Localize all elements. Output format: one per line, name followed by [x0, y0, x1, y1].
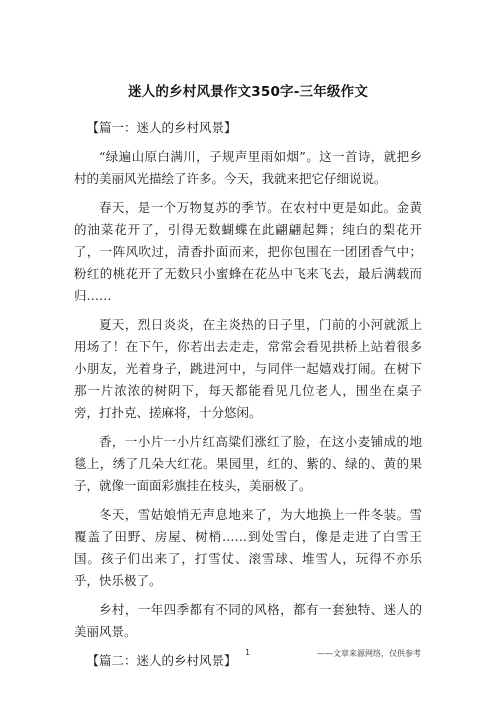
paragraph-intro: “绿遍山原白满川，子规声里雨如烟”。这一首诗，就把乡村的美丽风光描绘了许多。今天，我就来把它仔细说说。 — [74, 149, 422, 186]
paragraph-winter: 冬天，雪姑娘悄无声息地来了，为大地换上一件冬装。雪覆盖了田野、房屋、树梢……到处雪白，像是走进了白雪王国。孩子们出来了，打雪仗、滚雪球、堆雪人，玩得不亦乐乎，快乐极了。 — [74, 507, 422, 588]
paragraph-spring: 春天，是一个万物复苏的季节。在农村中更是如此。金黄的油菜花开了，引得无数蝴蝶在此翩翩起舞；纯白的梨花开了，一阵风吹过，清香扑面而来，把你包围在一团团香气中；粉红的桃花开了无数只小蜜蜂在花丛中飞来飞去，最后满载而归…… — [74, 200, 422, 303]
source-note: ——文章来源网络，仅供参考 — [317, 649, 421, 658]
section-heading-2: 【篇二：迷人的乡村风景】 — [86, 653, 237, 668]
paragraph-autumn: 香，一小片一小片红高粱们涨红了脸，在这小麦铺成的地毯上，绣了几朵大红花。果园里，红的、紫的、绿的、黄的果子，就像一面面彩旗挂在枝头，美丽极了。 — [74, 434, 422, 493]
document-body — [74, 117, 422, 679]
page-number: 1 — [245, 648, 251, 657]
paragraph-summer: 夏天，烈日炎炎，在主炎热的日子里，门前的小河就派上用场了！在下午，你若出去走走，常常会看见拱桥上站着很多小朋友，光着身子，跳进河中，与同伴一起嬉戏打闹。在树下那一片浓浓的树阴下，每天都能看见几位老人，围坐在桌子旁，打扑克、搓麻将，十分悠闲。 — [74, 317, 422, 420]
paragraph-conclusion: 乡村，一年四季都有不同的风格，都有一套独特、迷人的美丽风景。 — [74, 602, 422, 639]
document-title: 迷人的乡村风景作文350字-三年级作文 — [127, 84, 369, 100]
section-heading-1: 【篇一：迷人的乡村风景】 — [86, 120, 237, 135]
